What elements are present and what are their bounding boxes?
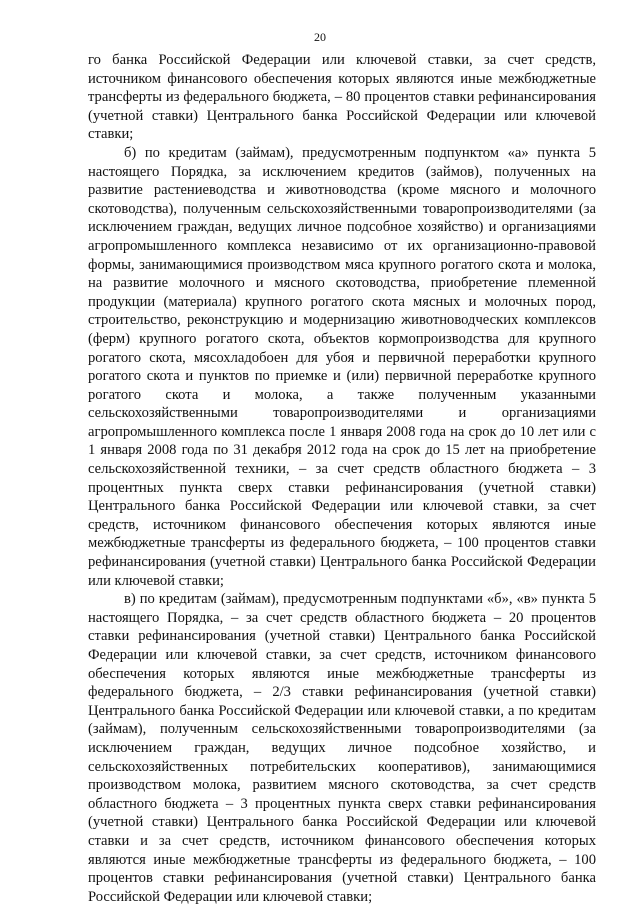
document-body <box>88 51 596 906</box>
paragraph-item-v: в) по кредитам (займам), предусмотренным подпунктами «б», «в» пункта 5 настоящего Порядка, – за счет средств областного бюджета – 20 процентов ставки рефинансирования (учетной ставки) Центрального банка Российской Федерации или ключевой ставки, за счет средств, источником финансового обеспечения которых являются иные межбюджетные трансферты из федерального бюджета, – 2/3 ставки рефинансирования (учетной ставки) Центрального банка Российской Федерации или ключевой ставки, а по кредитам (займам), полученным сельскохозяйственными товаропроизводителями (за исключением граждан, ведущих личное подсобное хозяйство, и сельскохозяйственных потребительских кооперативов), занимающимися производством молока, развитием мясного скотоводства, за счет средств областного бюджета – 3 процентных пункта сверх ставки рефинансирования (учетной ставки) Центрального банка Российской Федерации или ключевой ставки и за счет средств, источником финансового обеспечения которых являются иные межбюджетные трансферты из федерального бюджета, – 100 процентов ставки рефинансирования (учетной ставки) Центрального банка Российской Федерации или ключевой ставки; <box>88 591 596 905</box>
page-number: 20 <box>314 30 326 44</box>
paragraph-continuation: го банка Российской Федерации или ключевой ставки, за счет средств, источником финансового обеспечения которых являются иные межбюджетные трансферты из федерального бюджета, – 80 процентов ставки рефинансирования (учетной ставки) Центрального банка Российской Федерации или ключевой ставки; <box>88 52 596 143</box>
paragraph-item-b: б) по кредитам (займам), предусмотренным подпунктом «а» пункта 5 настоящего Порядка, за исключением кредитов (займов), полученных на развитие растениеводства и животноводства (кроме мясного и молочного скотоводства), полученным сельскохозяйственными товаропроизводителями (за исключением граждан, ведущих личное подсобное хозяйство) и организациями агропромышленного комплекса независимо от их организационно-правовой формы, занимающимися производством мяса крупного рогатого скота и молока, на развитие молочного и мясного скотоводства, приобретение племенной продукции (материала) крупного рогатого скота мясных и молочных пород, строительство, реконструкцию и модернизацию животноводческих комплексов (ферм) крупного рогатого скота, объектов кормопроизводства для крупного рогатого скота, мясохладобоен для убоя и первичной переработки крупного рогатого скота и пунктов по приемке и (или) первичной переработке крупного рогатого скота и молока, а также полученным указанными сельскохозяйственными товаропроизводителями и организациями агропромышленного комплекса после 1 января 2008 года на срок до 10 лет или с 1 января 2008 года по 31 декабря 2012 года на срок до 15 лет на приобретение сельскохозяйственной техники, – за счет средств областного бюджета – 3 процентных пункта сверх ставки рефинансирования (учетной ставки) Центрального банка Российской Федерации или ключевой ставки, за счет средств, источником финансового обеспечения которых являются иные межбюджетные трансферты из федерального бюджета, – 100 процентов ставки рефинансирования (учетной ставки) Центрального банка Российской Федерации или ключевой ставки; <box>88 144 596 589</box>
